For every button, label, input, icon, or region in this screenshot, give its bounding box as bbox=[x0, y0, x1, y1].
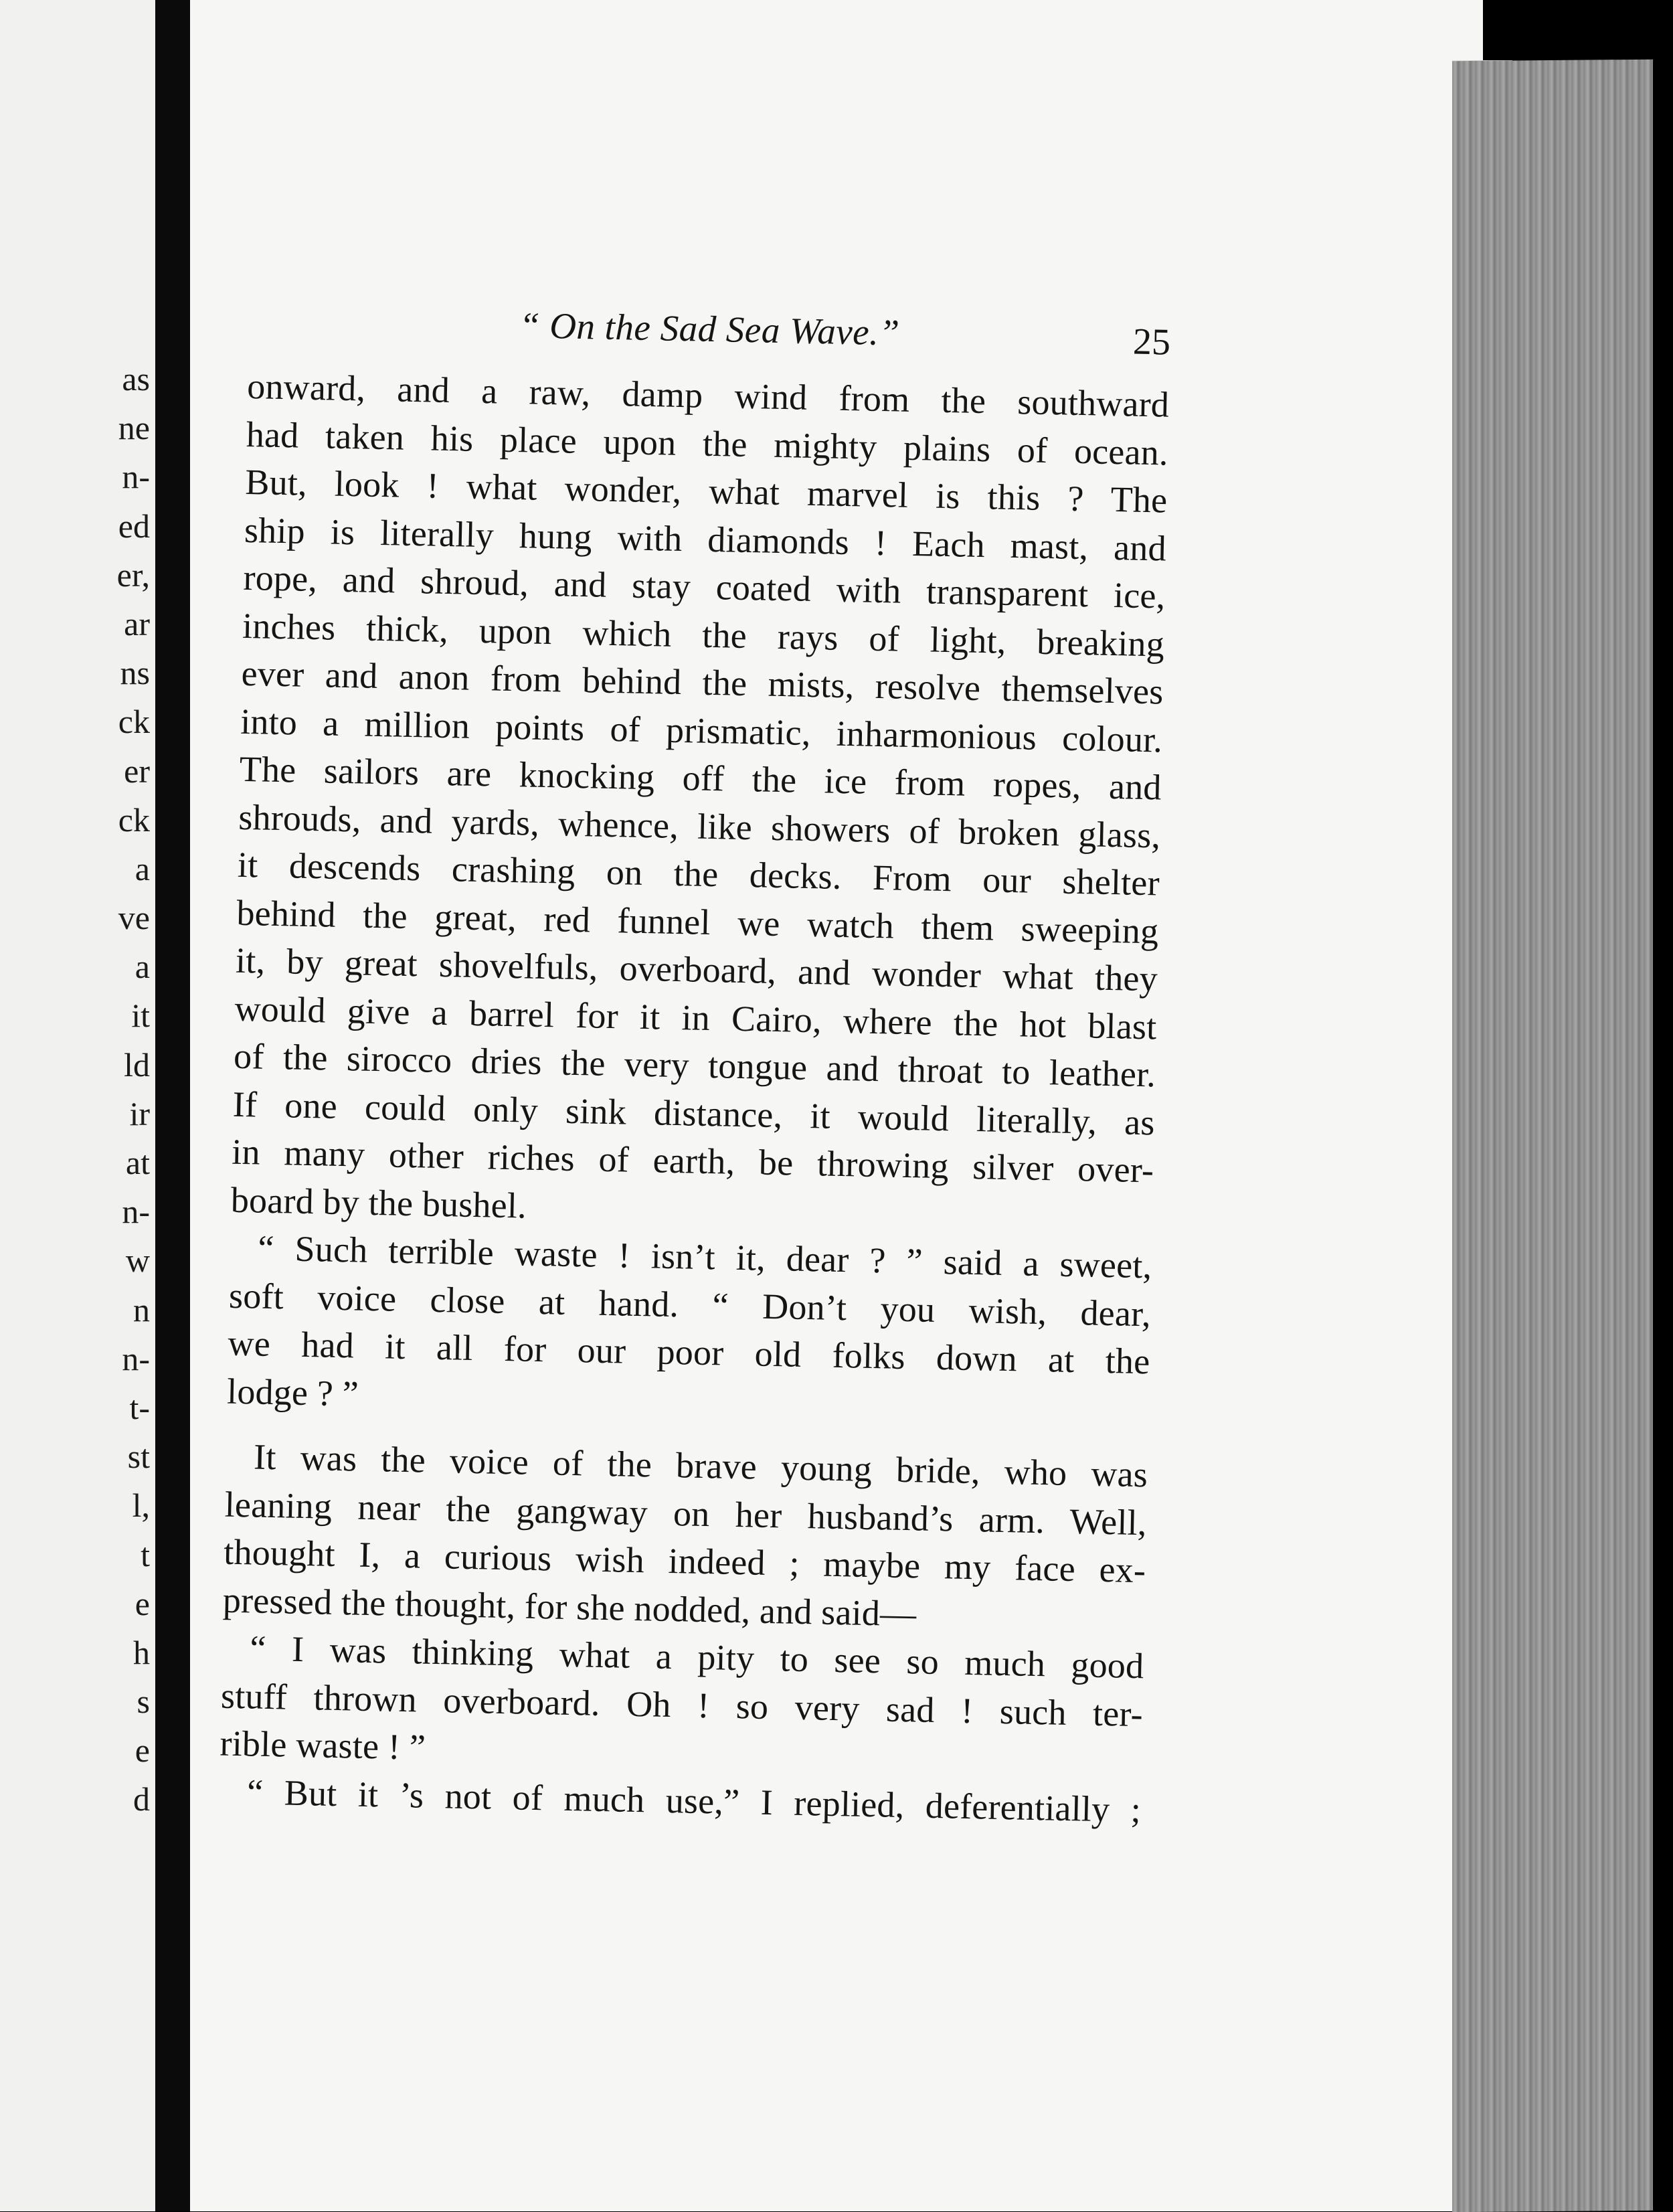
left-page-fragment: at bbox=[125, 1144, 150, 1181]
left-page-fragment: t- bbox=[129, 1388, 150, 1426]
left-page-fragment: d bbox=[133, 1780, 150, 1818]
scan-background-right bbox=[1653, 0, 1673, 2211]
text-line: lodge ? ” bbox=[226, 1371, 359, 1414]
text-line: “ I was thinking what a pity to see so much good bbox=[249, 1628, 1144, 1687]
page-number: 25 bbox=[1132, 321, 1171, 363]
left-page-fragment: n- bbox=[122, 1339, 150, 1377]
left-page-fragment: ir bbox=[129, 1094, 150, 1132]
text-line: ship is literally hung with diamonds ! Each mast, and bbox=[244, 509, 1167, 569]
left-page-fragment: e bbox=[135, 1584, 150, 1622]
paragraph-3 bbox=[222, 1433, 1148, 1643]
left-page-fragment: a bbox=[135, 948, 150, 986]
text-line: onward, and a raw, damp wind from the southward bbox=[246, 365, 1170, 425]
text-line: it, by great shovelfuls, overboard, and wonder what they bbox=[235, 940, 1158, 999]
text-line: It was the voice of the brave young bride, who was bbox=[253, 1436, 1148, 1495]
left-page-fragment: n- bbox=[122, 458, 150, 496]
left-page-fragment: ld bbox=[124, 1045, 150, 1084]
text-line: If one could only sink distance, it would literally, as bbox=[232, 1084, 1156, 1142]
left-page-fragment: er bbox=[124, 752, 150, 790]
left-page-fragment: s bbox=[137, 1683, 150, 1721]
text-line: of the sirocco dries the very tongue and throat to leather. bbox=[233, 1035, 1156, 1095]
left-page-fragment: n- bbox=[122, 1193, 150, 1231]
text-line: rope, and shroud, and stay coated with transparent ice, bbox=[243, 557, 1166, 616]
paragraph-2 bbox=[227, 1224, 1152, 1434]
left-page-fragment: ar bbox=[124, 604, 150, 643]
left-page-fragment: t bbox=[141, 1535, 150, 1573]
left-facing-page bbox=[0, 0, 155, 2211]
text-line: behind the great, red funnel we watch them sweeping bbox=[236, 892, 1159, 951]
left-page-fragment: l, bbox=[132, 1486, 150, 1525]
left-page-fragment: it bbox=[131, 997, 150, 1035]
paragraph-1 bbox=[230, 363, 1170, 1242]
paragraph-4 bbox=[219, 1624, 1144, 1786]
left-page-fragment: ck bbox=[118, 703, 150, 741]
text-line: in many other riches of earth, be throwing silver over- bbox=[231, 1131, 1154, 1191]
text-line: shrouds, and yards, whence, like showers of broken glass, bbox=[238, 796, 1161, 855]
text-line: soft voice close at hand. “ Don’t you wish, dear, bbox=[228, 1275, 1152, 1334]
page-edges bbox=[1452, 60, 1653, 2212]
left-page-fragment: ed bbox=[118, 507, 150, 545]
book-gutter bbox=[155, 0, 190, 2211]
text-line: would give a barrel for it in Cairo, where the hot blast bbox=[234, 988, 1158, 1047]
text-line: pressed the thought, for she nodded, and said— bbox=[222, 1580, 917, 1634]
left-page-fragment: er, bbox=[116, 556, 150, 594]
text-line: it descends crashing on the decks. From our shelter bbox=[237, 844, 1160, 904]
left-page-fragment: n bbox=[133, 1290, 150, 1329]
left-page-fragment: h bbox=[133, 1633, 150, 1671]
left-page-fragment: st bbox=[127, 1438, 150, 1476]
left-page-fragment: as bbox=[122, 360, 150, 398]
text-line: thought I, a curious wish indeed ; maybe my face ex- bbox=[223, 1531, 1146, 1591]
text-line: had taken his place upon the mighty plains of ocean. bbox=[246, 414, 1169, 473]
text-line: leaning near the gangway on her husband’s arm. Well, bbox=[224, 1484, 1148, 1543]
text-line: we had it all for our poor old folks down at the bbox=[228, 1323, 1150, 1382]
text-line: But, look ! what wonder, what marvel is this ? The bbox=[244, 461, 1168, 521]
text-line: into a million points of prismatic, inharmonious colour. bbox=[240, 701, 1163, 760]
running-head-title: “ On the Sad Sea Wave.” bbox=[519, 305, 901, 353]
left-page-fragment: ve bbox=[118, 899, 150, 937]
page-text-block bbox=[219, 299, 1171, 1834]
left-page-fragment: ns bbox=[120, 654, 150, 692]
text-line: stuff thrown overboard. Oh ! so very sad ! such ter- bbox=[220, 1675, 1144, 1734]
text-line: “ Such terrible waste ! isn’t it, dear ? ” said a sweet, bbox=[257, 1227, 1152, 1286]
left-page-fragment: ne bbox=[118, 409, 150, 447]
left-page-fragment: w bbox=[125, 1242, 150, 1280]
text-line: “ But it ’s not of much use,” I replied, deferentially ; bbox=[246, 1771, 1142, 1830]
left-page-text-fragments bbox=[50, 355, 150, 1824]
left-page-fragment: ck bbox=[118, 800, 150, 839]
text-line: rible waste ! ” bbox=[219, 1723, 426, 1768]
left-page-fragment: e bbox=[135, 1731, 150, 1770]
text-line: ever and anon from behind the mists, resolve themselves bbox=[241, 653, 1164, 712]
text-line: board by the bushel. bbox=[230, 1179, 527, 1226]
text-line: inches thick, upon which the rays of light, breaking bbox=[242, 605, 1165, 665]
left-page-fragment: a bbox=[135, 849, 150, 887]
text-line: The sailors are knocking off the ice from ropes, and bbox=[239, 748, 1162, 808]
